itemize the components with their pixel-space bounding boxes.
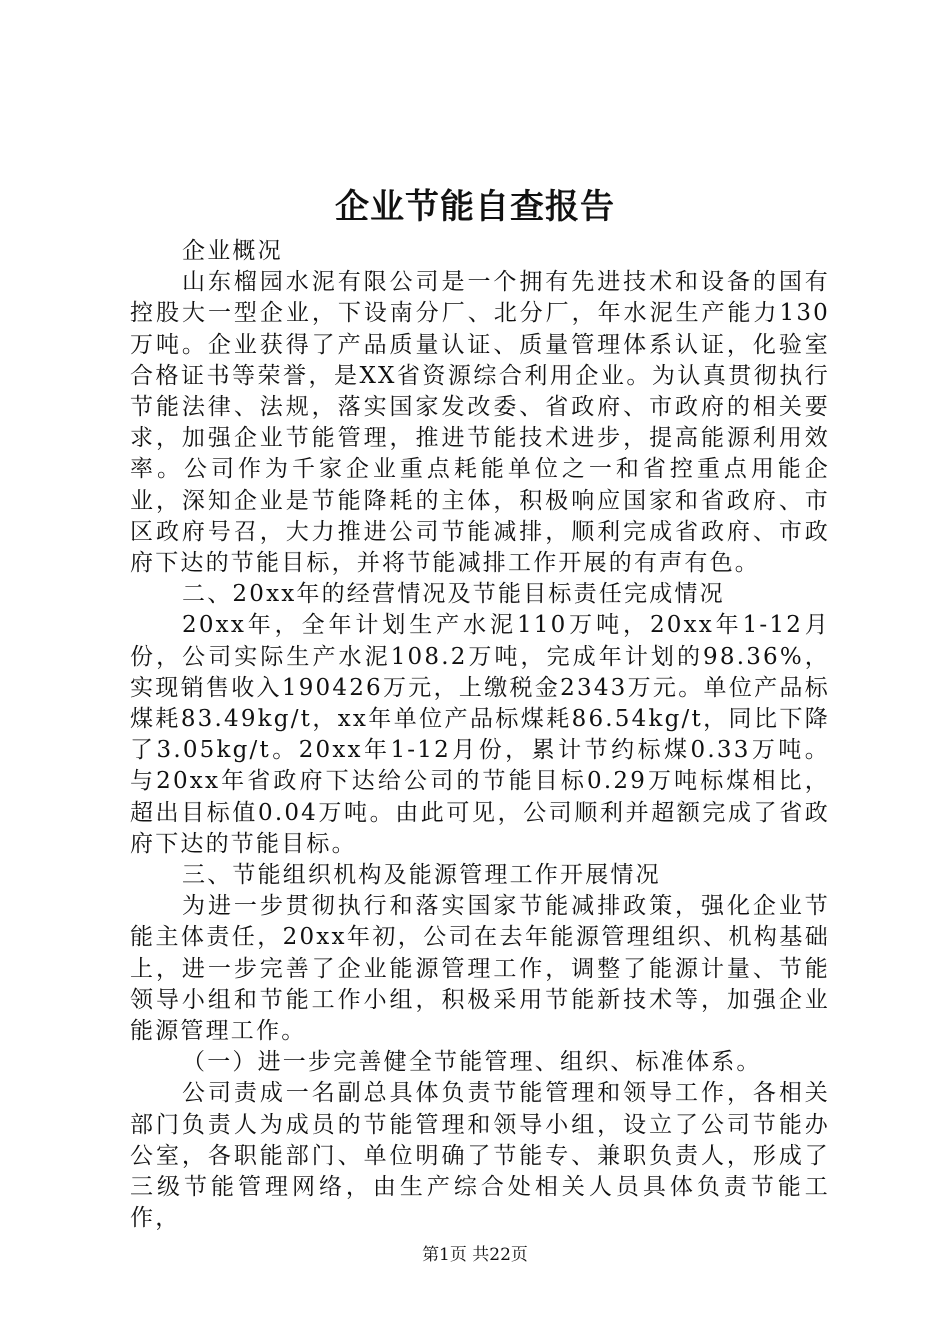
paragraph-company-overview: 山东榴园水泥有限公司是一个拥有先进技术和设备的国有控股大一型企业，下设南分厂、北分厂，年水泥生产能力130万吨。企业获得了产品质量认证、质量管理体系认证，化验室合格证书等荣誉，是XX省资源综合利用企业。为认真贯彻执行节能法律、法规，落实国家发改委、省政府、市政府的相关要求，加强企业节能管理，推进节能技术进步，提高能源利用效率。公司作为千家企业重点耗能单位之一和省控重点用能企业，深知企业是节能降耗的主体，积极响应国家和省政府、市区政府号召，大力推进公司节能减排，顺利完成省政府、市政府下达的节能目标，并将节能减排工作开展的有声有色。 xyxy=(130,269,830,577)
page-number-footer: 第1页 共22页 xyxy=(422,1245,528,1265)
document-title: 企业节能自查报告 xyxy=(335,187,615,227)
paragraph-operations-results: 20xx年，全年计划生产水泥110万吨，20xx年1-12月份，公司实际生产水泥108.2万吨，完成年计划的98.36%，实现销售收入190426万元，上缴税金2343万元。单位产品标煤耗83.49kg/t，xx年单位产品标煤耗86.54kg/t，同比下降了3.05kg/t。20xx年1-12月份，累计节约标煤0.33万吨。与20xx年省政府下达给公司的节能目标0.29万吨标煤相比，超出目标值0.04万吨。由此可见，公司顺利并超额完成了省政府下达的节能目标。 xyxy=(130,612,830,857)
paragraph-overview-heading: 企业概况 xyxy=(182,238,283,264)
document-body xyxy=(130,236,830,1235)
paragraph-section-3-heading: 三、节能组织机构及能源管理工作开展情况 xyxy=(182,862,661,889)
paragraph-section-2-heading: 二、20xx年的经营情况及节能目标责任完成情况 xyxy=(182,581,725,608)
paragraph-management-network: 公司责成一名副总具体负责节能管理和领导工作，各相关部门负责人为成员的节能管理和领导小组，设立了公司节能办公室，各职能部门、单位明确了节能专、兼职负责人，形成了三级节能管理网络，由生产综合处相关人员具体负责节能工作， xyxy=(130,1080,830,1232)
paragraph-subsection-1-heading: （一）进一步完善健全节能管理、组织、标准体系。 xyxy=(182,1049,762,1076)
paragraph-organization-work: 为进一步贯彻执行和落实国家节能减排政策，强化企业节能主体责任，20xx年初，公司在去年能源管理组织、机构基础上，进一步完善了企业能源管理工作，调整了能源计量、节能领导小组和节能工作小组，积极采用节能新技术等，加强企业能源管理工作。 xyxy=(130,893,830,1045)
